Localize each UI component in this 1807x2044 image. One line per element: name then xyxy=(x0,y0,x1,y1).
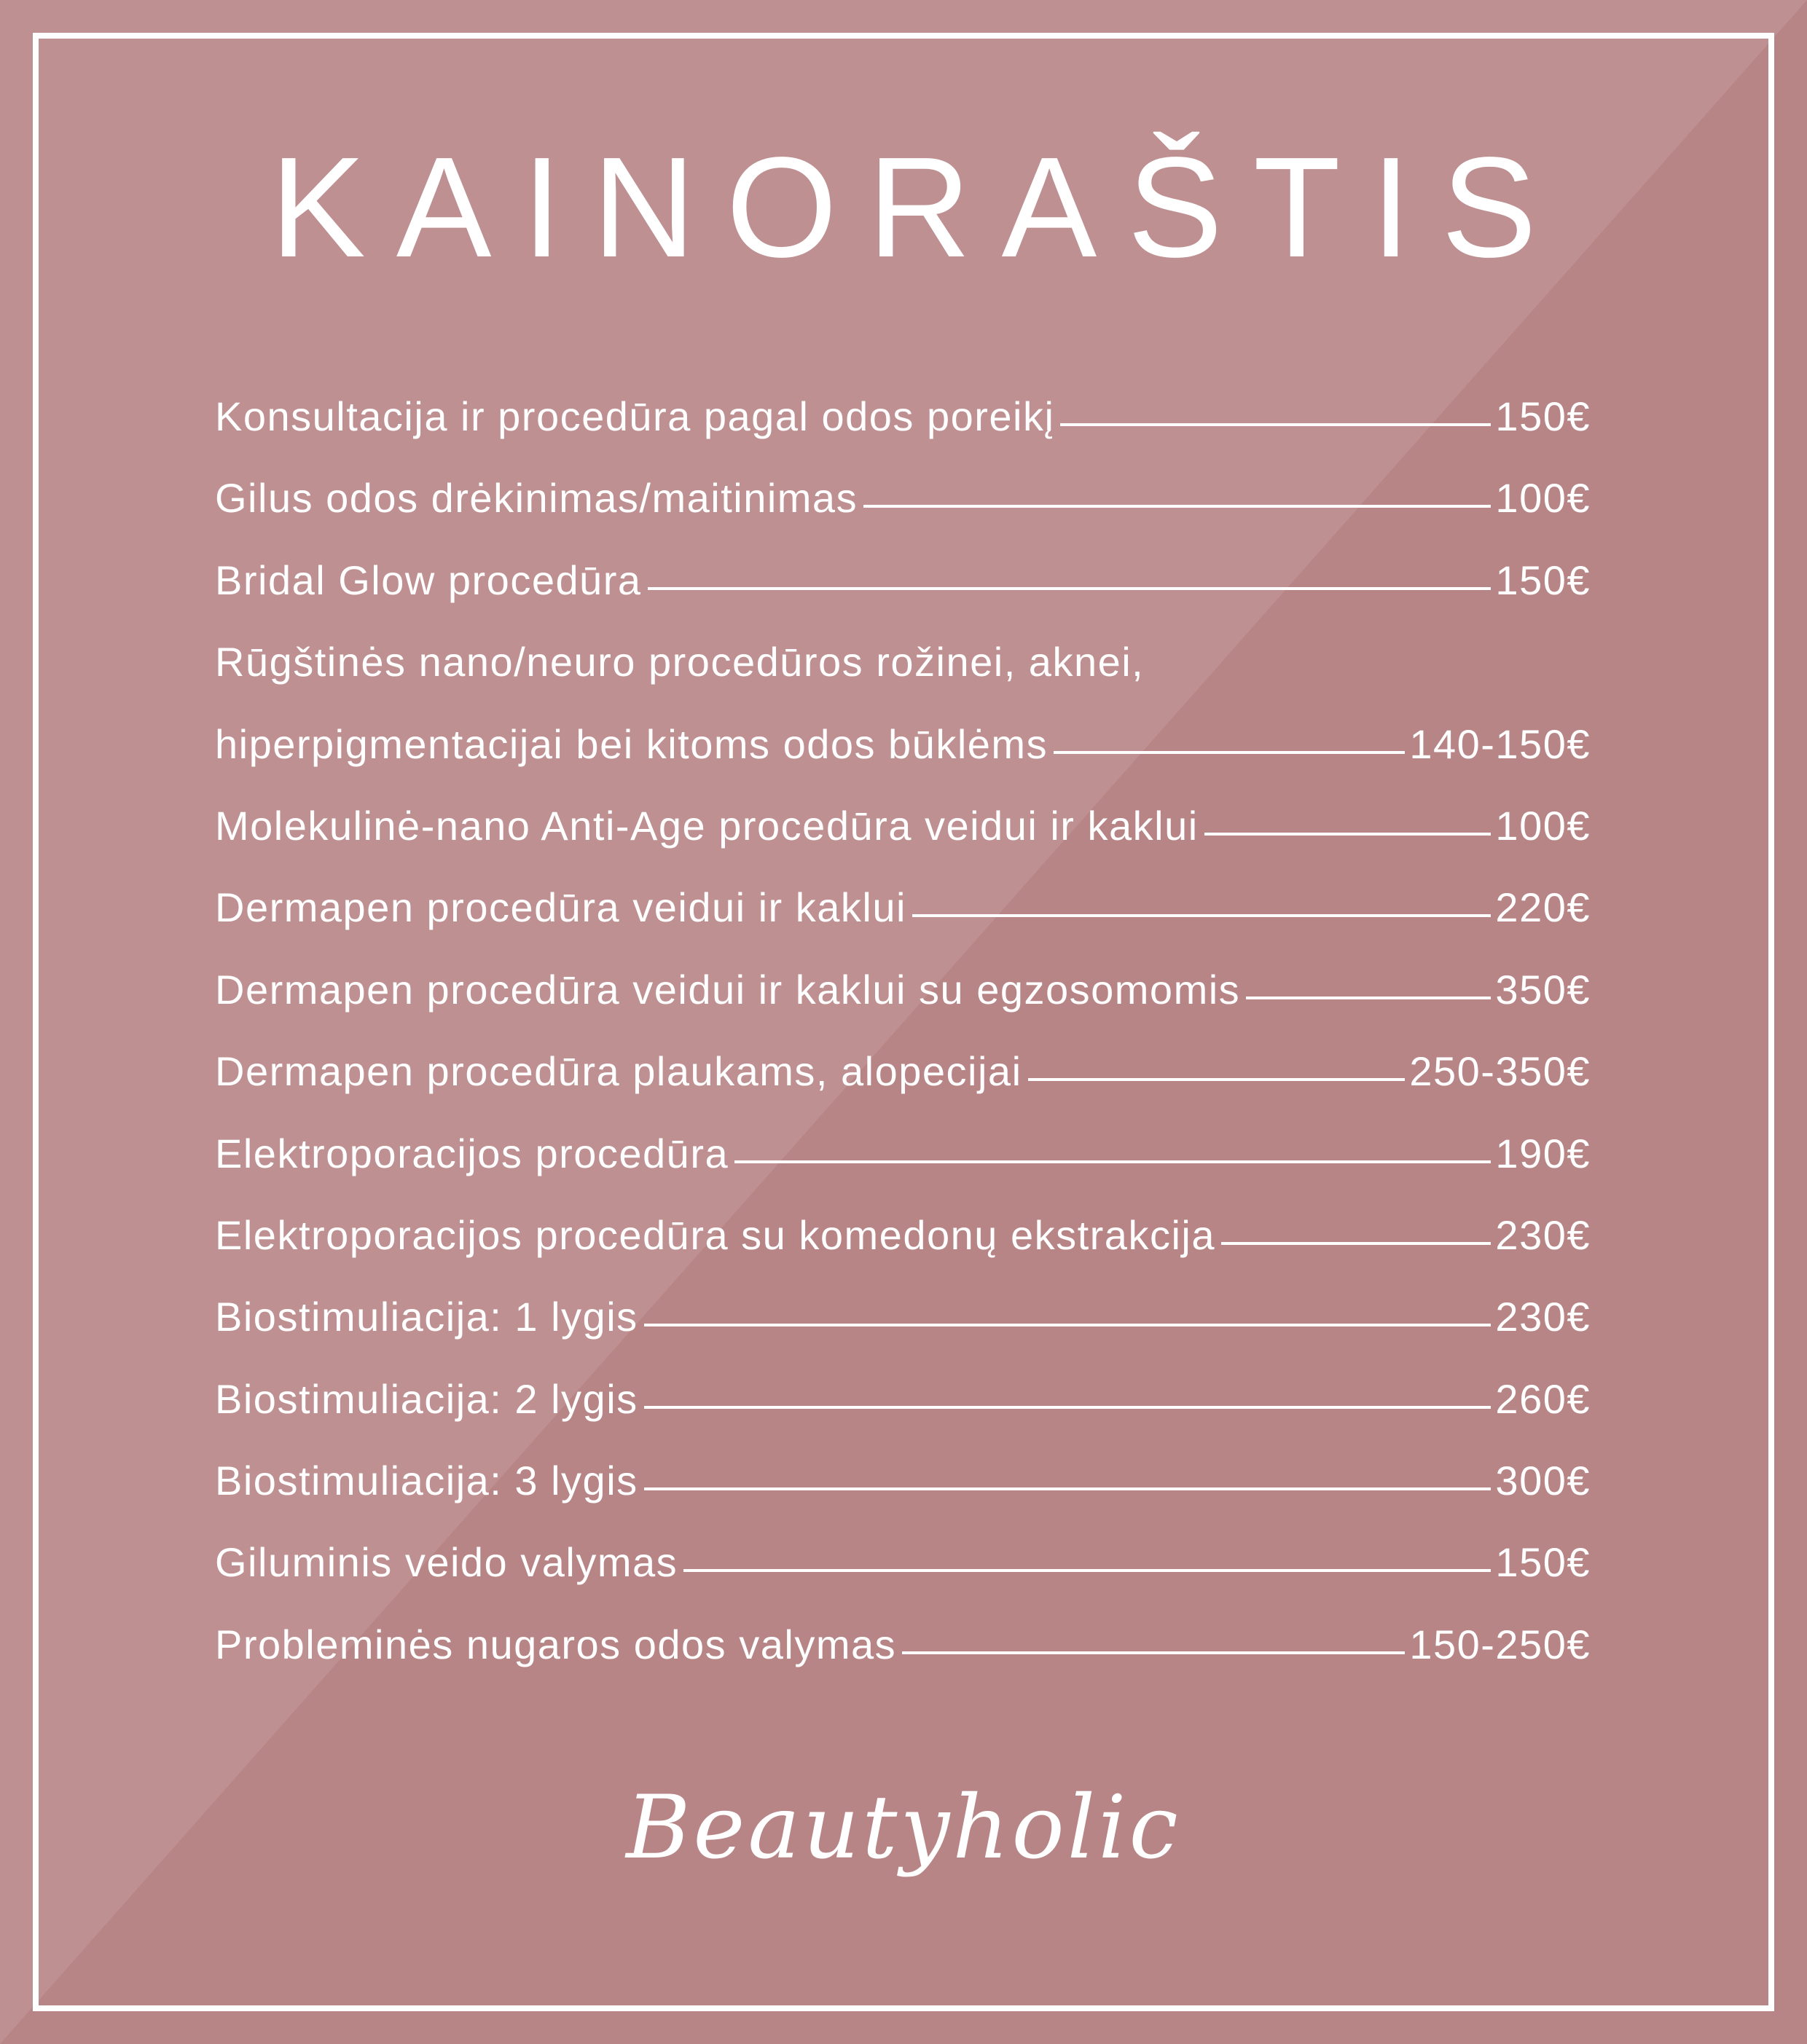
leader-line xyxy=(1060,423,1491,426)
service-price: 190€ xyxy=(1495,1130,1591,1176)
service-label: Biostimuliacija: 3 lygis xyxy=(215,1458,638,1504)
service-price: 150€ xyxy=(1495,393,1591,439)
service-price: 350€ xyxy=(1495,966,1591,1013)
service-price: 150€ xyxy=(1495,557,1591,603)
price-row xyxy=(215,963,1591,1045)
price-row xyxy=(215,1290,1591,1372)
price-row xyxy=(215,471,1591,553)
price-row xyxy=(215,799,1591,881)
service-label: Biostimuliacija: 1 lygis xyxy=(215,1294,638,1340)
service-label: Elektroporacijos procedūra xyxy=(215,1130,729,1176)
service-label: Elektroporacijos procedūra su komedonų ekstrakcija xyxy=(215,1211,1215,1258)
service-price: 100€ xyxy=(1495,802,1591,849)
service-price: 220€ xyxy=(1495,884,1591,931)
service-label: Dermapen procedūra plaukams, alopecijai xyxy=(215,1048,1022,1095)
leader-line xyxy=(1246,997,1491,999)
service-label: Giluminis veido valymas xyxy=(215,1539,678,1586)
leader-line xyxy=(644,1324,1492,1326)
price-row xyxy=(215,1618,1591,1699)
brand-logo: Beautyholic xyxy=(626,1777,1181,1879)
leader-line xyxy=(1054,751,1405,754)
leader-line xyxy=(1204,833,1492,836)
price-row xyxy=(215,1454,1591,1536)
price-list xyxy=(215,390,1591,1699)
service-price: 230€ xyxy=(1495,1211,1591,1258)
service-label: Konsultacija ir procedūra pagal odos poreikį xyxy=(215,393,1055,439)
service-label: Bridal Glow procedūra xyxy=(215,557,642,603)
price-row xyxy=(215,1127,1591,1208)
service-label: Biostimuliacija: 2 lygis xyxy=(215,1375,638,1422)
price-row xyxy=(215,881,1591,962)
service-label: Rūgštinės nano/neuro procedūros rožinei, aknei, xyxy=(215,639,1145,685)
service-price: 150€ xyxy=(1495,1539,1591,1586)
price-row xyxy=(215,718,1591,799)
leader-line xyxy=(1028,1078,1406,1081)
leader-line xyxy=(912,914,1491,917)
leader-line xyxy=(734,1160,1491,1163)
leader-line xyxy=(902,1651,1405,1654)
service-price: 140-150€ xyxy=(1409,720,1591,767)
leader-line xyxy=(644,1406,1492,1409)
price-row xyxy=(215,635,1591,717)
service-price: 250-350€ xyxy=(1409,1048,1591,1095)
service-label: Dermapen procedūra veidui ir kaklui xyxy=(215,884,906,931)
service-label: Molekulinė-nano Anti-Age procedūra veidui ir kaklui xyxy=(215,802,1199,849)
leader-line xyxy=(648,587,1492,590)
page-title: KAINORAŠTIS xyxy=(270,127,1567,287)
price-row xyxy=(215,390,1591,471)
price-row xyxy=(215,1536,1591,1617)
leader-line xyxy=(683,1569,1491,1572)
leader-line xyxy=(863,505,1491,508)
service-price: 230€ xyxy=(1495,1294,1591,1340)
service-price: 260€ xyxy=(1495,1375,1591,1422)
price-row xyxy=(215,1372,1591,1454)
service-label: Gilus odos drėkinimas/maitinimas xyxy=(215,475,858,522)
price-row xyxy=(215,1208,1591,1290)
service-price: 150-250€ xyxy=(1409,1621,1591,1667)
price-row xyxy=(215,554,1591,635)
leader-line xyxy=(644,1487,1492,1490)
price-row xyxy=(215,1045,1591,1126)
service-label: hiperpigmentacijai bei kitoms odos būklėms xyxy=(215,720,1048,767)
service-price: 300€ xyxy=(1495,1458,1591,1504)
service-label: Probleminės nugaros odos valymas xyxy=(215,1621,897,1667)
leader-line xyxy=(1221,1242,1491,1245)
service-label: Dermapen procedūra veidui ir kaklui su egzosomomis xyxy=(215,966,1241,1013)
service-price: 100€ xyxy=(1495,475,1591,522)
